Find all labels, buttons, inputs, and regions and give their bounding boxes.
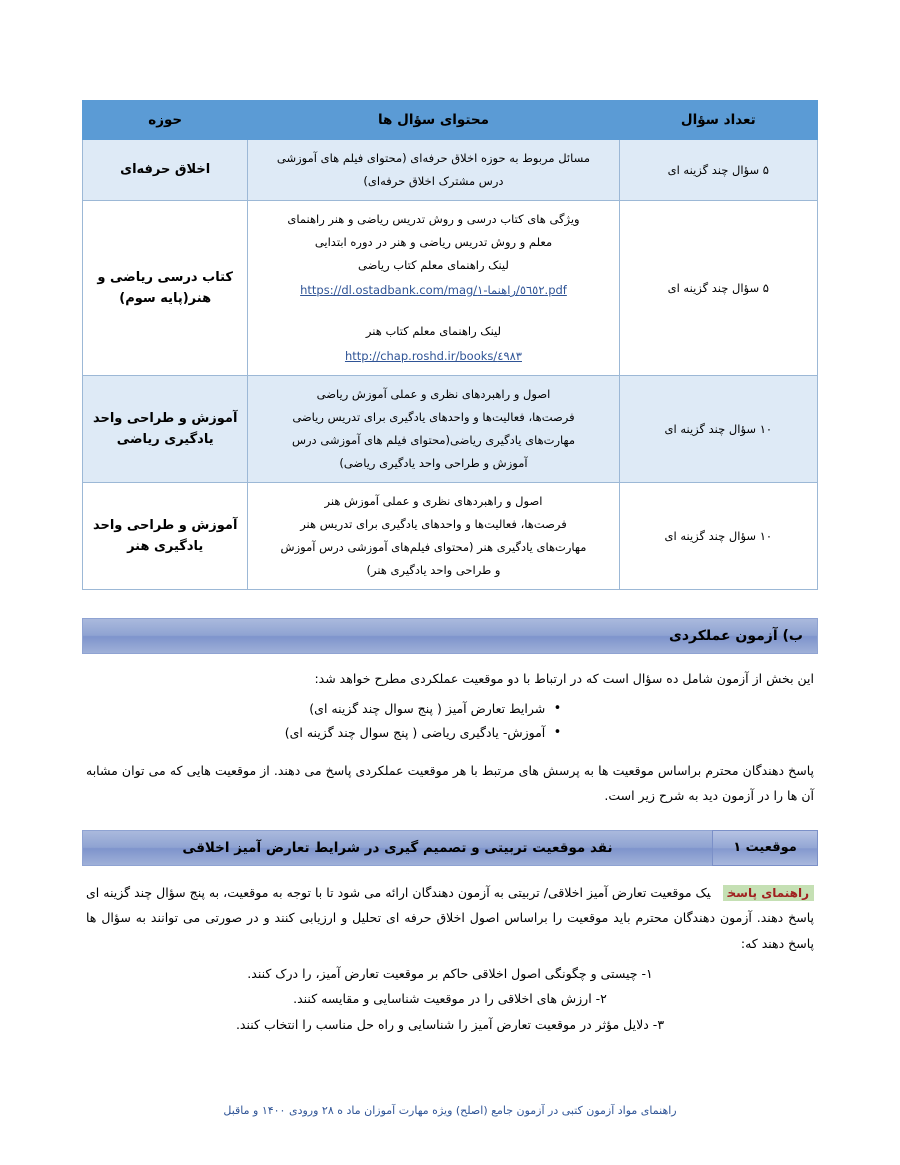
link-wrapper <box>258 279 608 302</box>
cell-question-count: ۵ سؤال چند گزینه ای <box>619 201 817 376</box>
situation-tag: موقعیت ۱ <box>712 830 818 866</box>
answer-guide-label: راهنمای پاسخ <box>723 885 814 901</box>
column-header-domain: حوزه <box>83 101 248 140</box>
list-item: ۲- ارزش های اخلاقی را در موقعیت شناسایی و مقایسه کنند. <box>293 991 607 1007</box>
section-note-paragraph: پاسخ دهندگان محترم براساس موقعیت ها به پرسش های مرتبط با هر موقعیت عملکردی پاسخ می دهند. از موقعیت هایی که می توان مشابه آن ها را در آزمون دید به شرح زیر است. <box>86 762 814 803</box>
section-intro-paragraph: این بخش از آزمون شامل ده سؤال است که در ارتباط با دو موقعیت عملکردی مطرح خواهد شد: <box>314 671 814 686</box>
cell-question-content <box>248 140 619 201</box>
art-teacher-guide-link[interactable]: http://chap.roshd.ir/books/٤٩٨٣ <box>344 349 522 363</box>
exam-specification-table <box>82 100 818 590</box>
cell-question-count: ۱۰ سؤال چند گزینه ای <box>619 483 817 590</box>
situation-header-bar <box>82 830 818 866</box>
performance-situations-list <box>285 697 580 746</box>
answer-guide-block <box>82 880 818 1038</box>
table-row <box>83 140 818 201</box>
list-item: • شرایط تعارض آمیز ( پنج سوال چند گزینه ای) <box>285 697 562 721</box>
bullet-list-wrapper <box>82 691 818 746</box>
content-line: لینک راهنمای معلم کتاب ریاضی <box>358 258 509 272</box>
content-line: فرصت‌ها، فعالیت‌ها و واحدهای یادگیری برای تدریس ریاضی <box>292 410 575 424</box>
content-line: مسائل مربوط به حوزه اخلاق حرفه‌ای (محتوای فیلم های آموزشی <box>276 151 591 165</box>
answer-guide-paragraph: یک موقعیت تعارض آمیز اخلاقی/ تربیتی به آزمون دهندگان ارائه می شود تا با توجه به موقعیت، به پنج سؤال چند گزینه ای پاسخ دهند. آزمون دهندگان محترم باید موقعیت را براساس اصول اخلاق حرفه ای تحلیل و ارزیابی کنند و در صورتی می توانند به سؤال ها پاسخ دهند که: <box>86 884 814 951</box>
section-banner-performance-exam <box>82 618 818 654</box>
table-row <box>83 376 818 483</box>
column-header-question-count: تعداد سؤال <box>619 101 817 140</box>
content-line: آموزش و طراحی واحد یادگیری ریاضی) <box>339 456 528 470</box>
page-footer: راهنمای مواد آزمون کتبی در آزمون جامع (اصلح) ویژه مهارت آموزان ماد ه ۲۸ ورودی ۱۴۰۰ و ماقبل <box>223 1104 677 1117</box>
content-spacer <box>258 302 608 320</box>
table-body <box>83 140 818 590</box>
content-line: مهارت‌های یادگیری هنر (محتوای فیلم‌های آموزشی درس آموزش <box>280 540 587 554</box>
cell-domain: اخلاق حرفه‌ای <box>83 140 248 201</box>
cell-domain: کتاب درسی ریاضی و هنر(پایه سوم) <box>83 201 248 376</box>
content-line: درس مشترک اخلاق حرفه‌ای) <box>363 174 504 188</box>
content-line: لینک راهنمای معلم کتاب هنر <box>365 324 502 338</box>
content-line: ویژگی های کتاب درسی و روش تدریس ریاضی و هنر راهنمای <box>287 212 580 226</box>
math-teacher-guide-link[interactable]: https://dl.ostadbank.com/mag/٥٦٥٢/راهنما-١.pdf <box>300 283 567 297</box>
content-line: اصول و راهبردهای نظری و عملی آموزش هنر <box>324 494 543 508</box>
cell-question-count: ۵ سؤال چند گزینه ای <box>619 140 817 201</box>
content-line: فرصت‌ها، فعالیت‌ها و واحدهای یادگیری برای تدریس هنر <box>300 517 567 531</box>
section-banner-title: ب) آزمون عملکردی <box>669 628 803 644</box>
content-line: و طراحی واحد یادگیری هنر) <box>366 563 501 577</box>
table-row <box>83 483 818 590</box>
link-wrapper <box>258 345 608 368</box>
cell-question-content <box>248 483 619 590</box>
table-header <box>83 101 818 140</box>
list-item: ۳- دلایل مؤثر در موقعیت تعارض آمیز را شناسایی و راه حل مناسب را انتخاب کنند. <box>235 1016 665 1032</box>
list-item: ۱- چیستی و چگونگی اصول اخلاقی حاکم بر موقعیت تعارض آمیز، را درک کنند. <box>247 965 653 981</box>
column-header-question-content: محتوای سؤال ها <box>248 101 619 140</box>
content-line: اصول و راهبردهای نظری و عملی آموزش ریاضی <box>316 387 551 401</box>
content-line: معلم و روش تدریس ریاضی و هنر در دوره ابتدایی <box>314 235 553 249</box>
cell-domain: آموزش و طراحی واحد یادگیری ریاضی <box>83 376 248 483</box>
content-line: مهارت‌های یادگیری ریاضی(محتوای فیلم های آموزشی درس <box>291 433 575 447</box>
document-content <box>82 100 818 1038</box>
table-row <box>83 201 818 376</box>
cell-question-content <box>248 201 619 376</box>
cell-question-content <box>248 376 619 483</box>
answer-guide-items <box>86 961 814 1038</box>
cell-question-count: ۱۰ سؤال چند گزینه ای <box>619 376 817 483</box>
table-header-row <box>83 101 818 140</box>
situation-title: نقد موقعیت تربیتی و تصمیم گیری در شرایط تعارض آمیز اخلاقی <box>82 830 712 866</box>
list-item: • آموزش- یادگیری ریاضی ( پنج سوال چند گزینه ای) <box>285 721 562 745</box>
cell-domain: آموزش و طراحی واحد یادگیری هنر <box>83 483 248 590</box>
